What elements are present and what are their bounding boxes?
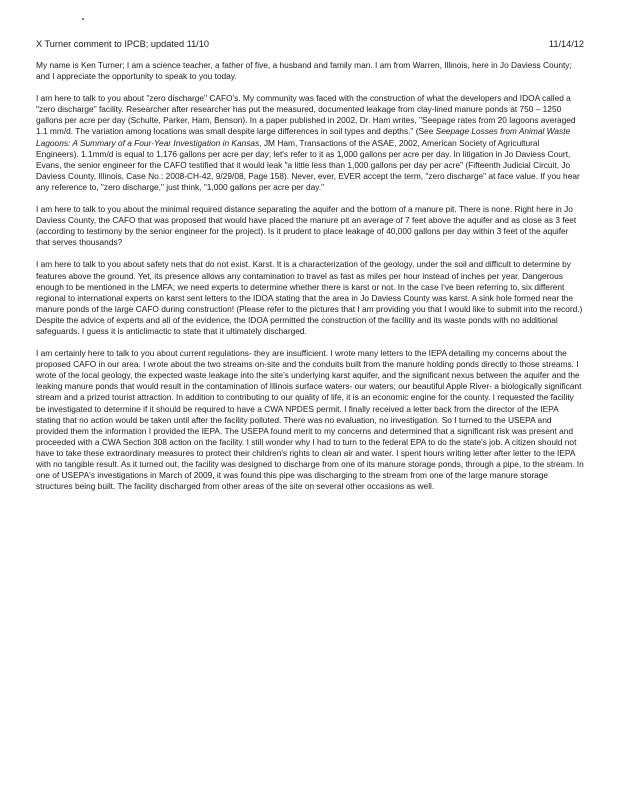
paragraph-zero-discharge-continued: , JM Ham, Transactions of the ASAE, 2002, American Society of Agricultural Engineers). 1.1mm/d is equal to 1,176 gallons per acre per day; let's refer to it as 1,000 gallons per acre per day. In litigation in Jo Daviess Court, Evans, the senior engineer for the CAFO testified that it would leak "a little less than 1,000 gallons per day per acre" (Fifteenth Judicial Circuit, Jo Daviess County, Illinois, Case No.: 2008-CH-42, 9/29/08, Page 158). Never, ever, EVER accept the term, "zero discharge" at face value. If you hear any reference to, "zero discharge," just think, "1,000 gallons per acre per day."	[36, 137, 580, 192]
paragraph-aquifer-distance: I am here to talk to you about the minimal required distance separating the aquifer and the bottom of a manure pit. There is none. Right here in Jo Daviess County, the CAFO that was proposed that would have placed the manure pit an average of 7 feet above the aquifer and as close as 3 feet (according to testimony by the senior engineer for the project). Is it prudent to place leakage of 40,000 gallons per day within 3 feet of the aquifer that serves thousands?	[36, 204, 577, 248]
header-date: 11/14/12	[548, 39, 584, 49]
header-title: X Turner comment to IPCB; updated 11/10	[36, 39, 209, 49]
scan-speck	[82, 18, 84, 20]
paragraph-zero-discharge-text: I am here to talk to you about "zero discharge" CAFO's. My community was faced with the construction of what the developers and IDOA called a "zero discharge" facility. Researcher after researcher has put the measured, documented leakage from clay-lined manure ponds at 750 – 1250 gallons per acre per day (Schulte, Parker, Ham, Benson). In a paper published in 2002, Dr. Ham writes, "Seepage rates from 20 lagoons averaged 1.1 mm/d. The variation among locations was small despite large differences in soil types and depths." (See	[36, 93, 576, 137]
citation-title: Seepage Losses from Animal Waste Lagoons: A Summary of a Four-Year Investigation in Kansas	[36, 126, 571, 148]
paragraph-karst: I am here to talk to you about safety nets that do not exist. Karst. It is a characterization of the geology, under the soil and difficult to determine by features above the ground. Yet, its presence allows any contamination to travel as fast as miles per hour instead of inches per year. Dangerous enough to be mentioned in the LMFA; we need experts to determine whether there is karst or not. In the case I've been referring to, six different regional to international experts on karst sent letters to the IDOA stating that the area in Jo Daviess County was karst. A sink hole formed near the manure ponds of the large CAFO during construction! (Please refer to the pictures that I am providing you that I would like to submit into the record.) Despite the advice of experts and all of the evidence, the IDOA permitted the construction of the facility and its waste ponds with no additional safeguards. I guess it is anticlimactic to state that it ultimately discharged.	[36, 259, 583, 336]
paragraph-zero-discharge	[36, 93, 584, 193]
paragraph-introduction: My name is Ken Turner; I am a science teacher, a father of five, a husband and family man. I am from Warren, Illinois, here in Jo Daviess County; and I appreciate the opportunity to speak to you today.	[36, 60, 572, 82]
document-body	[36, 60, 584, 503]
paragraph-regulations: I am certainly here to talk to you about current regulations- they are insufficient. I wrote many letters to the IEPA detailing my concerns about the proposed CAFO in our area. I wrote about the two streams on-site and the conduits built from the manure holding ponds directly to those streams. I wrote of the local geology, the expected waste leakage into the site's underlying karst aquifer, and the significant nexus between the aquifer and the leaking manure ponds that would result in the contamination of Illinois surface waters- our waters; our beautiful Apple River- a biologically significant stream and a prized tourist attraction. In addition to contributing to our quality of life, it is an economic engine for the county. I requested the facility be investigated to determine if it should be required to have a CWA NPDES permit. I finally received a letter back from the director of the IEPA stating that no action would be taken until after the facility polluted. There was no evaluation, no investigation. So I turned to the USEPA and provided them the information I provided the IEPA. The USEPA found merit to my concerns and determined that a significant risk was present and proceeded with a CWA Section 308 action on the facility. I still wonder why I had to turn to the federal EPA to do the state's job. A citizen should not have to take these extraordinary measures to protect their children's rights to clean air and water. I spent hours writing letter after letter to the IEPA with no tangible result. As it turned out, the facility was designed to discharge from one of its manure storage ponds, through a pipe, to the stream. In one of USEPA's investigations in March of 2009, it was found this pipe was discharging to the stream from one of the large manure storage structures being built. The facility discharged from other areas of the site on several other occasions as well.	[36, 348, 584, 492]
